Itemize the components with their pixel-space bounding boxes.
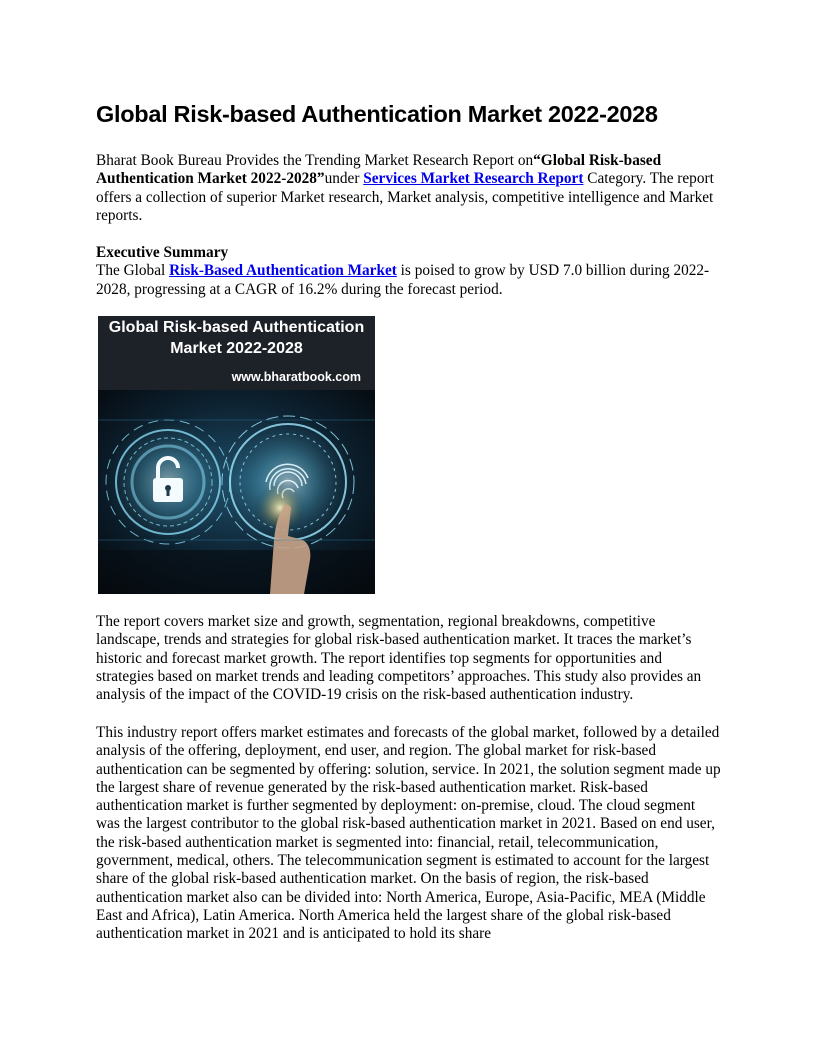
intro-tail: Category. The report offers a collection of superior Market research, Market analysis, competitive intelligence and Market reports. <box>96 170 714 224</box>
intro-text: Bharat Book Bureau Provides the Trending Market Research Report on <box>96 152 534 169</box>
report-name: “Global Risk-based Authentication Market 2022-2028” <box>96 152 662 188</box>
summary-text: The Global <box>96 262 170 280</box>
banner-header <box>98 316 375 390</box>
executive-summary-heading: Executive Summary <box>96 244 229 261</box>
report-banner-image <box>98 316 375 594</box>
banner-title-line1: Global Risk-based Authentication <box>108 319 365 336</box>
banner-title <box>98 317 375 359</box>
banner-title-line2: Market 2022-2028 <box>170 340 303 357</box>
summary-tail: is poised to grow by USD 7.0 billion during 2022-2028, progressing at a CAGR of 16.2% during the forecast period. <box>96 262 710 298</box>
services-category-link[interactable]: Services Market Research Report <box>363 170 584 188</box>
banner-url: www.bharatbook.com <box>231 370 361 384</box>
segments-paragraph: This industry report offers market estimates and forecasts of the global market, followed by a detailed analysis of the offering, deployment, end user, and region. The global market for risk-based authentication can be segmented by offering: solution, service. In 2021, the solution segment made up the largest share of revenue generated by the risk-based authentication market. Risk-based authentication market is further segmented by deployment: on-premise, cloud. The cloud segment was the largest contributor to the global risk-based authentication market in 2021. Based on end user, the risk-based authentication market is segmented into: financial, retail, telecommunication, government, medical, others. The telecommunication segment is estimated to account for the largest share of the global risk-based authentication market. On the basis of region, the risk-based authentication market also can be divided into: North America, Europe, Asia-Pacific, MEA (Middle East and Africa), Latin America. North America held the largest share of the global risk-based authentication market in 2021 and is anticipated to hold its share <box>96 724 721 943</box>
scope-paragraph: The report covers market size and growth, segmentation, regional breakdowns, competitive landscape, trends and strategies for global risk-based authentication market. It traces the market’s historic and forecast market growth. The report identifies top segments for opportunities and strategies based on market trends and leading competitors’ approaches. This study also provides an analysis of the impact of the COVID-19 crisis on the risk-based authentication industry. <box>96 613 702 704</box>
market-link[interactable]: Risk-Based Authentication Market <box>169 262 397 280</box>
intro-under: under <box>324 170 364 188</box>
authentication-illustration <box>98 390 375 594</box>
executive-summary <box>96 244 722 299</box>
page-title: Global Risk-based Authentication Market 2022-2028 <box>96 101 658 127</box>
intro-paragraph <box>96 152 722 225</box>
